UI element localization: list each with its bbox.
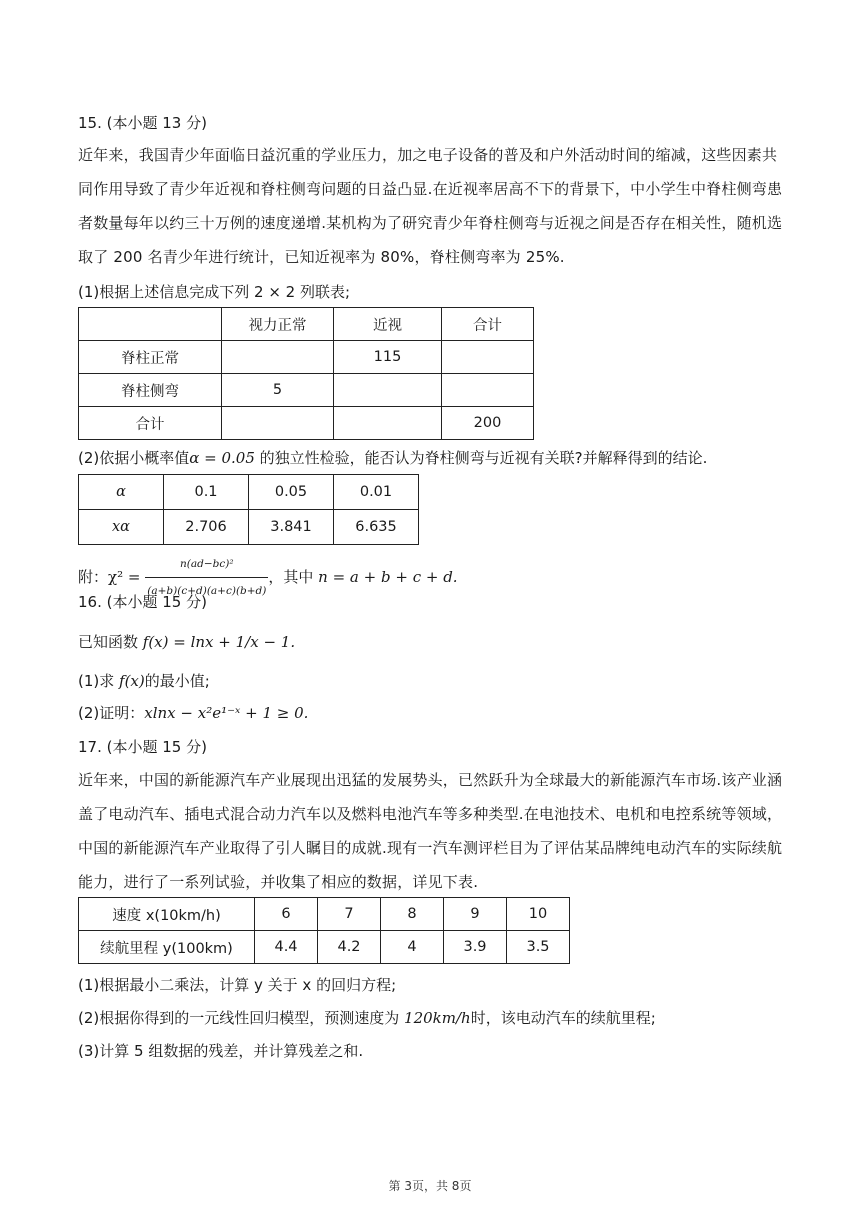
table-header-cell: 合计: [442, 308, 534, 341]
page-footer: 第 3页，共 8页: [388, 1179, 472, 1193]
critical-value-table: [78, 474, 419, 545]
table-cell: 合计: [79, 407, 222, 440]
table-cell: [334, 374, 442, 407]
table-cell: 3.9: [444, 931, 507, 964]
table-cell: 10: [507, 898, 570, 931]
q15-part2-pre: (2)依据小概率值: [78, 449, 190, 467]
q15-part2-post: 的独立性检验，能否认为脊柱侧弯与近视有关联?并解释得到的结论.: [254, 449, 708, 467]
range-label: 续航里程 y(100km): [79, 931, 255, 964]
table-cell: [334, 407, 442, 440]
q16-part1: [78, 671, 210, 691]
table-cell: 脊柱正常: [79, 341, 222, 374]
q16-part1-post: 的最小值;: [144, 672, 210, 690]
q17-part3: (3)计算 5 组数据的残差，并计算残差之和.: [78, 1042, 364, 1060]
q15-title: 15. (本小题 13 分): [78, 114, 207, 132]
table-cell: 4.4: [255, 931, 318, 964]
table-cell: 0.1: [164, 475, 249, 510]
table-cell: 6.635: [334, 510, 419, 545]
speed-range-table: [78, 897, 570, 964]
x-alpha-label: xα: [79, 510, 164, 545]
table-cell: 0.05: [249, 475, 334, 510]
alpha-value: α = 0.05: [189, 449, 255, 467]
fraction-numerator: n(ad−bc)²: [145, 551, 268, 578]
q17-part2-post: 时，该电动汽车的续航里程;: [470, 1009, 656, 1027]
q16-stmt-pre: 已知函数: [78, 633, 143, 651]
q17-paragraph: 近年来，中国的新能源汽车产业展现出迅猛的发展势头，已然跃升为全球最大的新能源汽车市场.该产业涵盖了电动汽车、插电式混合动力汽车以及燃料电池汽车等多种类型.在电池技术、电机和电控系统等领域，中国的新能源汽车产业取得了引人瞩目的成就.现有一汽车测评栏目为了评估某品牌纯电动汽车的实际续航能力，进行了一系列试验，并收集了相应的数据，详见下表.: [78, 771, 783, 891]
q17-title: 17. (本小题 15 分): [78, 738, 207, 756]
speed-label: 速度 x(10km/h): [79, 898, 255, 931]
q15-part2: [78, 448, 707, 468]
q17-part2: [78, 1008, 656, 1028]
alpha-label: α: [79, 475, 164, 510]
speed-value: 120km/h: [404, 1009, 471, 1027]
chi-square-symbol: χ² =: [108, 568, 141, 586]
note-mid: ，其中: [268, 568, 319, 586]
table-cell: 5: [222, 374, 334, 407]
q16-part2: [78, 703, 308, 723]
table-cell: [222, 407, 334, 440]
q15-part1: (1)根据上述信息完成下列 2 × 2 列联表;: [78, 283, 351, 301]
table-cell: 115: [334, 341, 442, 374]
table-cell: 4.2: [318, 931, 381, 964]
table-header-cell: 视力正常: [222, 308, 334, 341]
fraction-denominator: (a+b)(c+d)(a+c)(b+d): [147, 585, 267, 597]
n-equation: n = a + b + c + d.: [318, 568, 458, 586]
note-prefix: 附：: [78, 568, 109, 586]
inequality: xlnx − x²e¹⁻ˣ + 1 ≥ 0.: [144, 704, 309, 722]
table-cell: 7: [318, 898, 381, 931]
q17-part2-pre: (2)根据你得到的一元线性回归模型，预测速度为: [78, 1009, 405, 1027]
table-cell: 2.706: [164, 510, 249, 545]
q16-statement: [78, 632, 295, 652]
table-cell: [442, 341, 534, 374]
table-cell: 0.01: [334, 475, 419, 510]
q16-part1-pre: (1)求: [78, 672, 120, 690]
table-header-cell: [79, 308, 222, 341]
q17-part1: (1)根据最小二乘法，计算 y 关于 x 的回归方程;: [78, 976, 397, 994]
q16-part2-pre: (2)证明：: [78, 704, 145, 722]
contingency-table: [78, 307, 534, 440]
function-fx: f(x): [119, 672, 145, 690]
q15-paragraph: 近年来，我国青少年面临日益沉重的学业压力，加之电子设备的普及和户外活动时间的缩减，这些因素共同作用导致了青少年近视和脊柱侧弯问题的日益凸显.在近视率居高不下的背景下，中小学生中脊柱侧弯患者数量每年以约三十万例的速度递增.某机构为了研究青少年脊柱侧弯与近视之间是否存在相关性，随机选取了 200 名青少年进行统计，已知近视率为 80%，脊柱侧弯率为 25%.: [78, 146, 783, 266]
q16-title: 16. (本小题 15 分): [78, 593, 207, 611]
table-cell: 3.5: [507, 931, 570, 964]
table-cell: 9: [444, 898, 507, 931]
table-cell: 200: [442, 407, 534, 440]
table-header-cell: 近视: [334, 308, 442, 341]
table-cell: 4: [381, 931, 444, 964]
table-cell: [442, 374, 534, 407]
function-definition: f(x) = lnx + 1/x − 1.: [142, 633, 296, 651]
table-cell: 8: [381, 898, 444, 931]
table-cell: 脊柱侧弯: [79, 374, 222, 407]
table-cell: [222, 341, 334, 374]
table-cell: 3.841: [249, 510, 334, 545]
table-cell: 6: [255, 898, 318, 931]
